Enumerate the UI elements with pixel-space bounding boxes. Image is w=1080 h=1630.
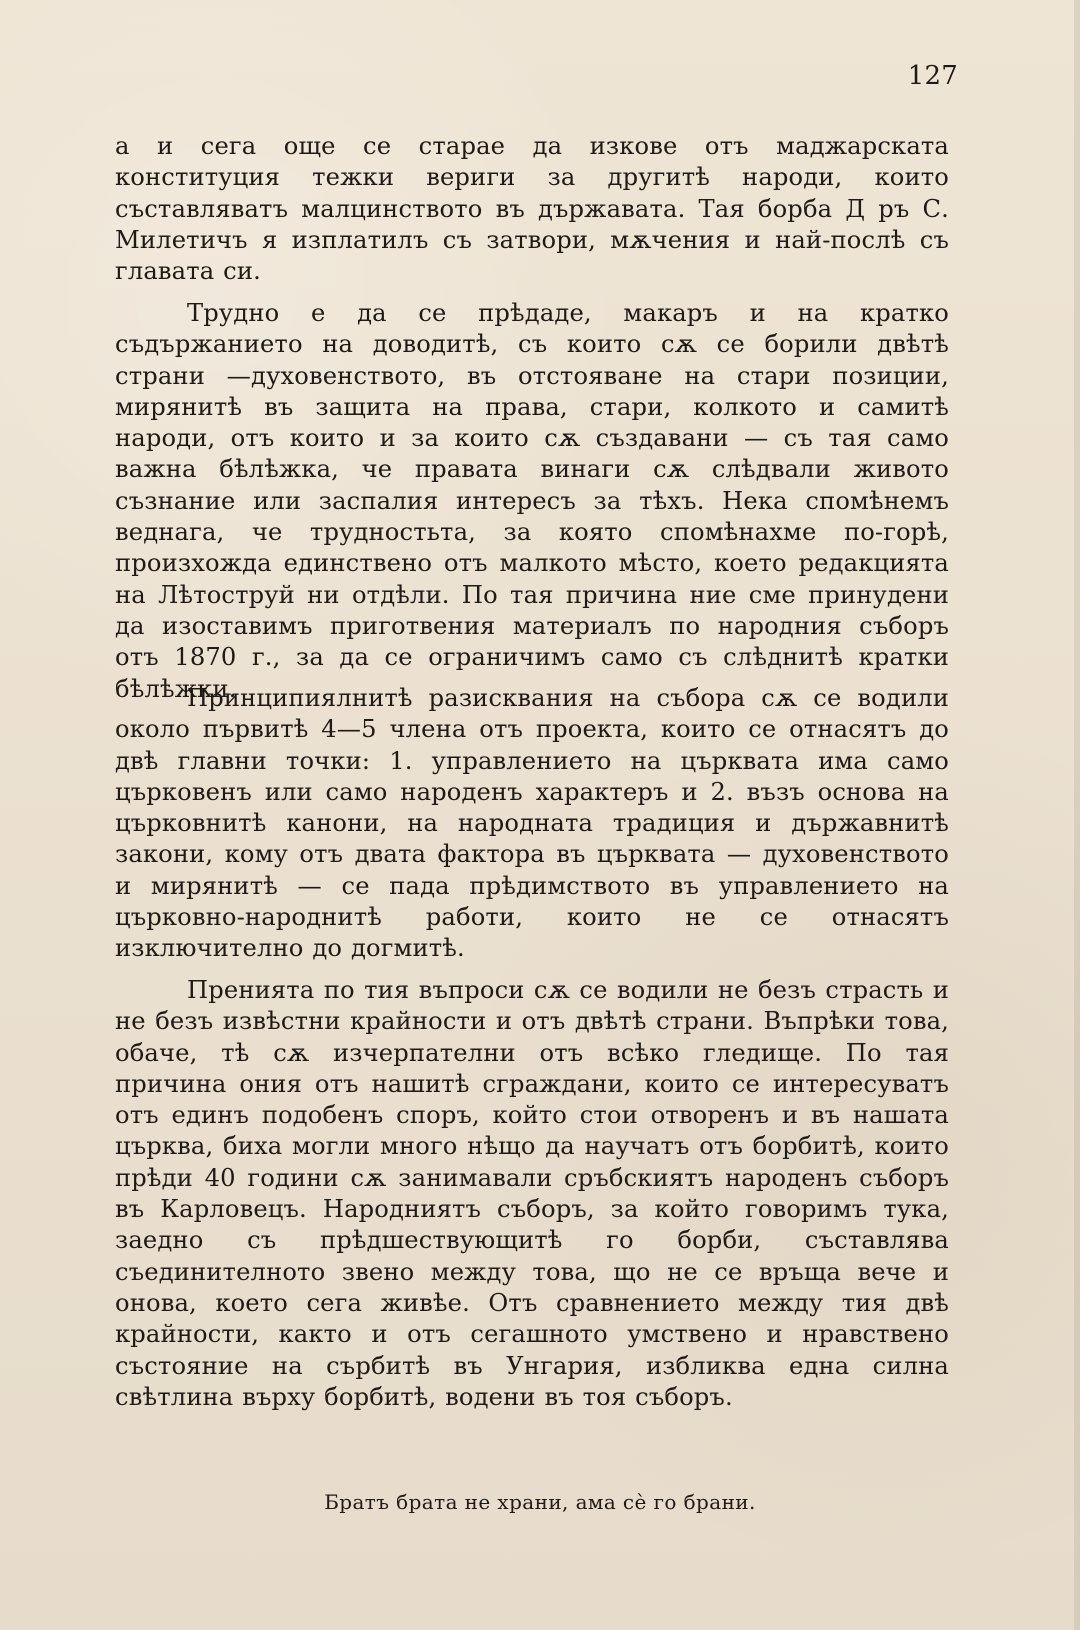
page-edge-shadow	[1074, 0, 1080, 1630]
paragraph-4: Пренията по тия въпроси сѫ се водили не безъ страсть и не безъ извѣстни крайности и отъ двѣтѣ страни. Въпрѣки това, обаче, тѣ сѫ изчерпателни отъ всѣко гледище. По тая причина ония отъ нашитѣ сграждани, които се интересуватъ отъ единъ подобенъ споръ, който стои отворенъ и въ нашата църква, биха могли много нѣщо да научатъ отъ борбитѣ, които прѣди 40 години сѫ занимавали сръбскиятъ народенъ съборъ въ Карловецъ. Народниятъ съборъ, за който говоримъ тука, заедно съ прѣдшествующитѣ го борби, съставлява съединителното звено между това, що не се връща вече и онова, което сега живѣе. Отъ сравнението между тия двѣ крайности, както и отъ сегашното умствено и нравствено състояние на сърбитѣ въ Унгария, избликва една силна свѣтлина върху борбитѣ, водени въ тоя съборъ.	[115, 976, 949, 1411]
paragraph-2: Трудно е да се прѣдаде, макаръ и на кратко съдържанието на доводитѣ, съ които сѫ се борили двѣтѣ страни —духовенството, въ отстояване на стари позиции, мирянитѣ въ защита на права, стари, колкото и самитѣ народи, отъ които и за които сѫ създавани — съ тая само важна бѣлѣжка, че правата винаги сѫ слѣдвали живото съзнание или заспалия интересъ за тѣхъ. Нека спомѣнемъ веднага, че трудностьта, за която спомѣнахме по-горѣ, произхожда единствено отъ малкото мѣсто, което редакцията на Лѣтоструй ни отдѣли. По тая причина ние сме принудени да изоставимъ приготвения материалъ по народния съборъ отъ 1870 г., за да се ограничимъ само съ слѣднитѣ кратки бѣлѣжки.	[115, 299, 949, 703]
paragraph-3: Принципиялнитѣ разисквания на събора сѫ се водили около първитѣ 4—5 члена отъ проекта, които се отнасятъ до двѣ главни точки: 1. управлението на църквата има само църковенъ или само народенъ характеръ и 2. възъ основа на църковнитѣ канони, на народната традиция и държавнитѣ закони, кому отъ двата фактора въ църквата — духовенството и мирянитѣ — се пада прѣдимството въ управлението на църковно-народнитѣ работи, които не се отнасятъ изключително до догмитѣ.	[115, 684, 949, 963]
page-number: 127	[907, 61, 958, 91]
paragraph-1: а и сега още се старае да изкове отъ маджарската конституция тежки вериги за другитѣ народи, които съставляватъ малцинството въ държавата. Тая борба Д ръ С. Милетичъ я изплатилъ съ затвори, мѫчения и най-послѣ съ главата си.	[115, 132, 949, 286]
epigraph: Братъ брата не храни, ама сѐ го брани.	[324, 1490, 756, 1514]
